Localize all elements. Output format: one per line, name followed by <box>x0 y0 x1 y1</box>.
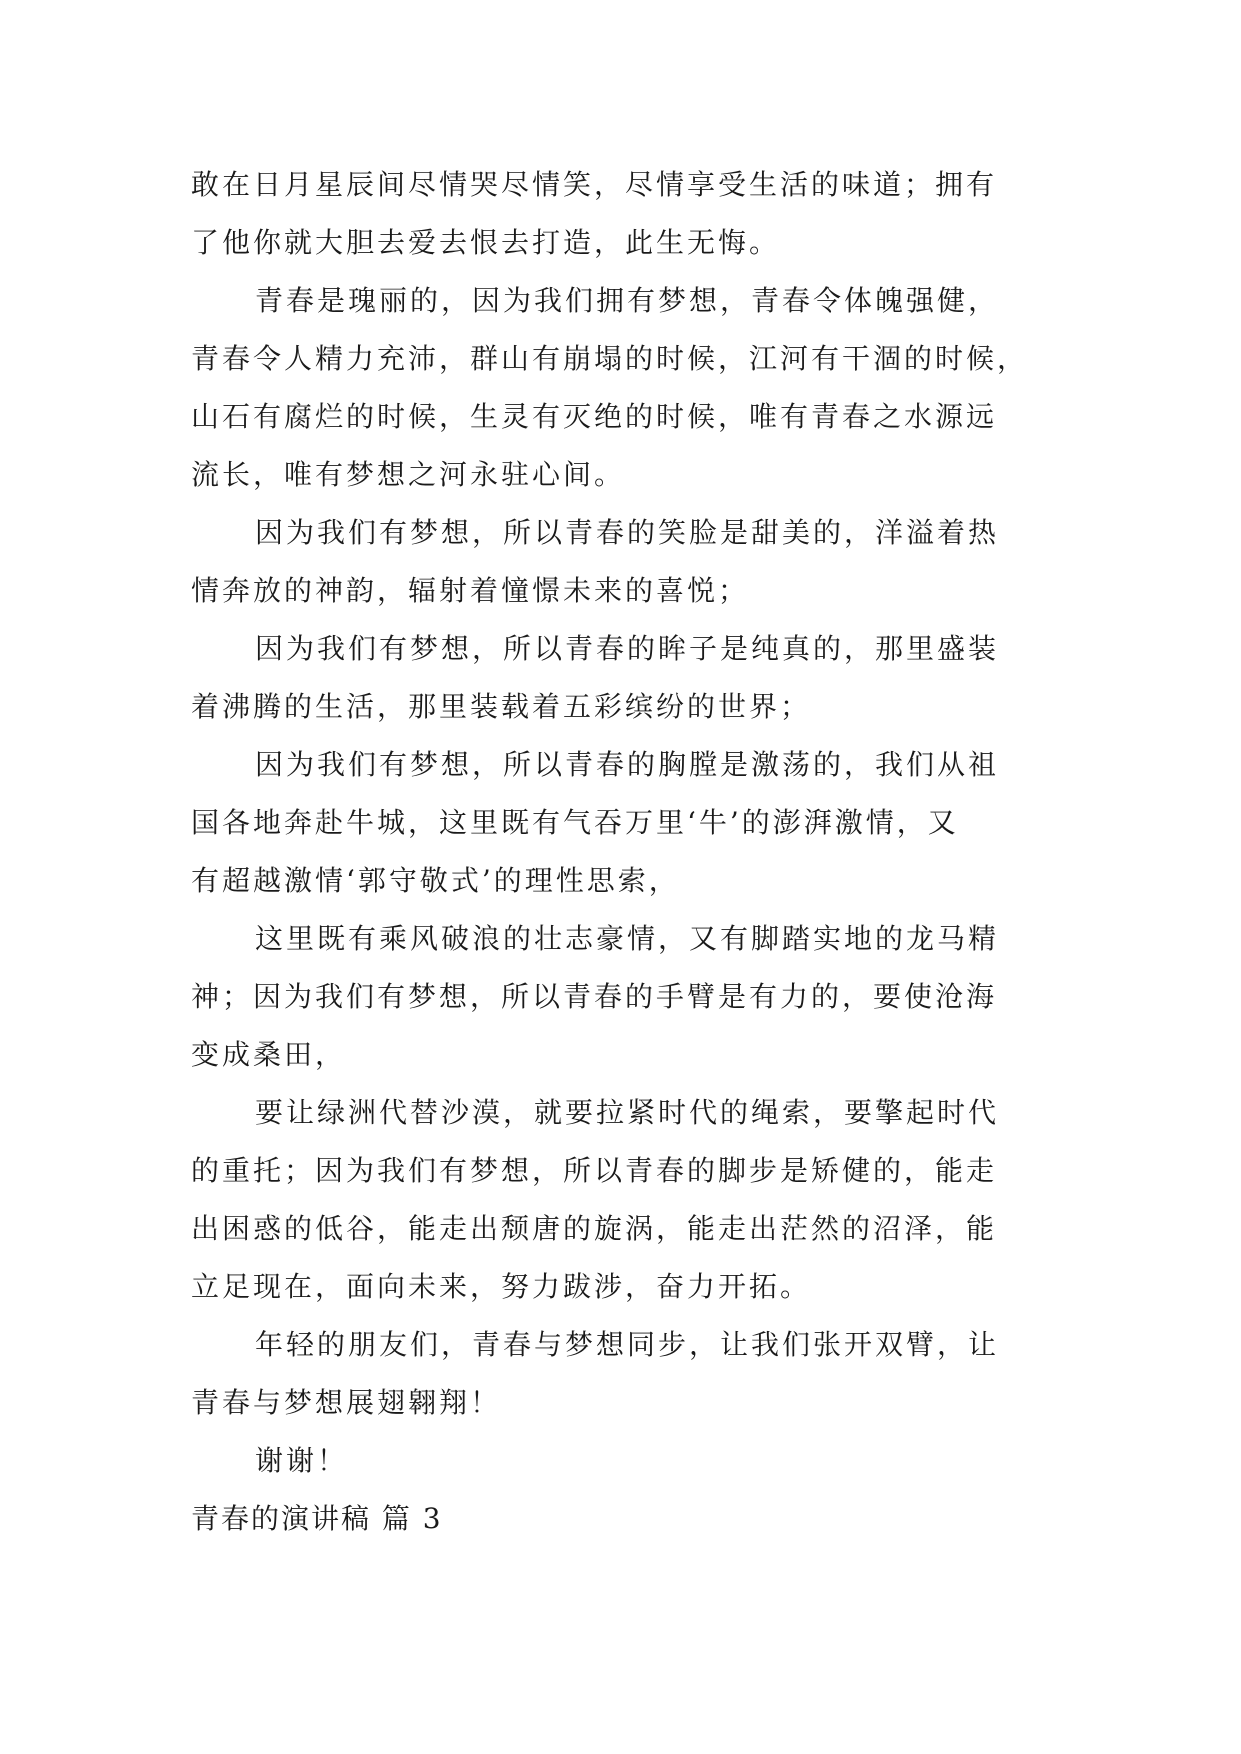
paragraph-start-line: 因为我们有梦想，所以青春的胸膛是激荡的，我们从祖 <box>255 748 1000 781</box>
closing-line: 谢谢！ <box>255 1444 349 1477</box>
text-line: 有超越激情‘郭守敬式’的理性思索， <box>191 864 680 897</box>
paragraph-start-line: 年轻的朋友们，青春与梦想同步，让我们张开双臂，让 <box>255 1328 1000 1361</box>
text-line: 情奔放的神韵，辐射着憧憬未来的喜悦； <box>191 574 750 607</box>
text-line: 流长，唯有梦想之河永驻心间。 <box>191 458 626 491</box>
text-line: 神；因为我们有梦想，所以青春的手臂是有力的，要使沧海 <box>191 980 998 1013</box>
text-line: 立足现在，面向未来，努力跋涉，奋力开拓。 <box>191 1270 812 1303</box>
paragraph-start-line: 青春是瑰丽的，因为我们拥有梦想，青春令体魄强健， <box>255 284 1000 317</box>
text-line: 出困惑的低谷，能走出颓唐的旋涡，能走出茫然的沼泽，能 <box>191 1212 998 1245</box>
paragraph-start-line: 这里既有乘风破浪的壮志豪情，又有脚踏实地的龙马精 <box>255 922 1000 955</box>
text-line: 的重托；因为我们有梦想，所以青春的脚步是矫健的，能走 <box>191 1154 998 1187</box>
text-line: 了他你就大胆去爱去恨去打造，此生无悔。 <box>191 226 781 259</box>
text-line: 青春与梦想展翅翱翔！ <box>191 1386 502 1419</box>
paragraph-start-line: 因为我们有梦想，所以青春的眸子是纯真的，那里盛装 <box>255 632 1000 665</box>
text-line: 青春令人精力充沛，群山有崩塌的时候，江河有干涸的时候， <box>191 342 1029 375</box>
paragraph-start-line: 要让绿洲代替沙漠，就要拉紧时代的绳索，要擎起时代 <box>255 1096 1000 1129</box>
section-heading: 青春的演讲稿 篇 3 <box>191 1502 443 1535</box>
text-line: 变成桑田， <box>191 1038 347 1071</box>
text-line: 国各地奔赴牛城，这里既有气吞万里‘牛’的澎湃激情，又 <box>191 806 959 839</box>
text-line: 着沸腾的生活，那里装载着五彩缤纷的世界； <box>191 690 812 723</box>
document-body <box>191 156 1051 1548</box>
paragraph-start-line: 因为我们有梦想，所以青春的笑脸是甜美的，洋溢着热 <box>255 516 1000 549</box>
text-line: 山石有腐烂的时候，生灵有灭绝的时候，唯有青春之水源远 <box>191 400 998 433</box>
text-line: 敢在日月星辰间尽情哭尽情笑，尽情享受生活的味道；拥有 <box>191 168 998 201</box>
